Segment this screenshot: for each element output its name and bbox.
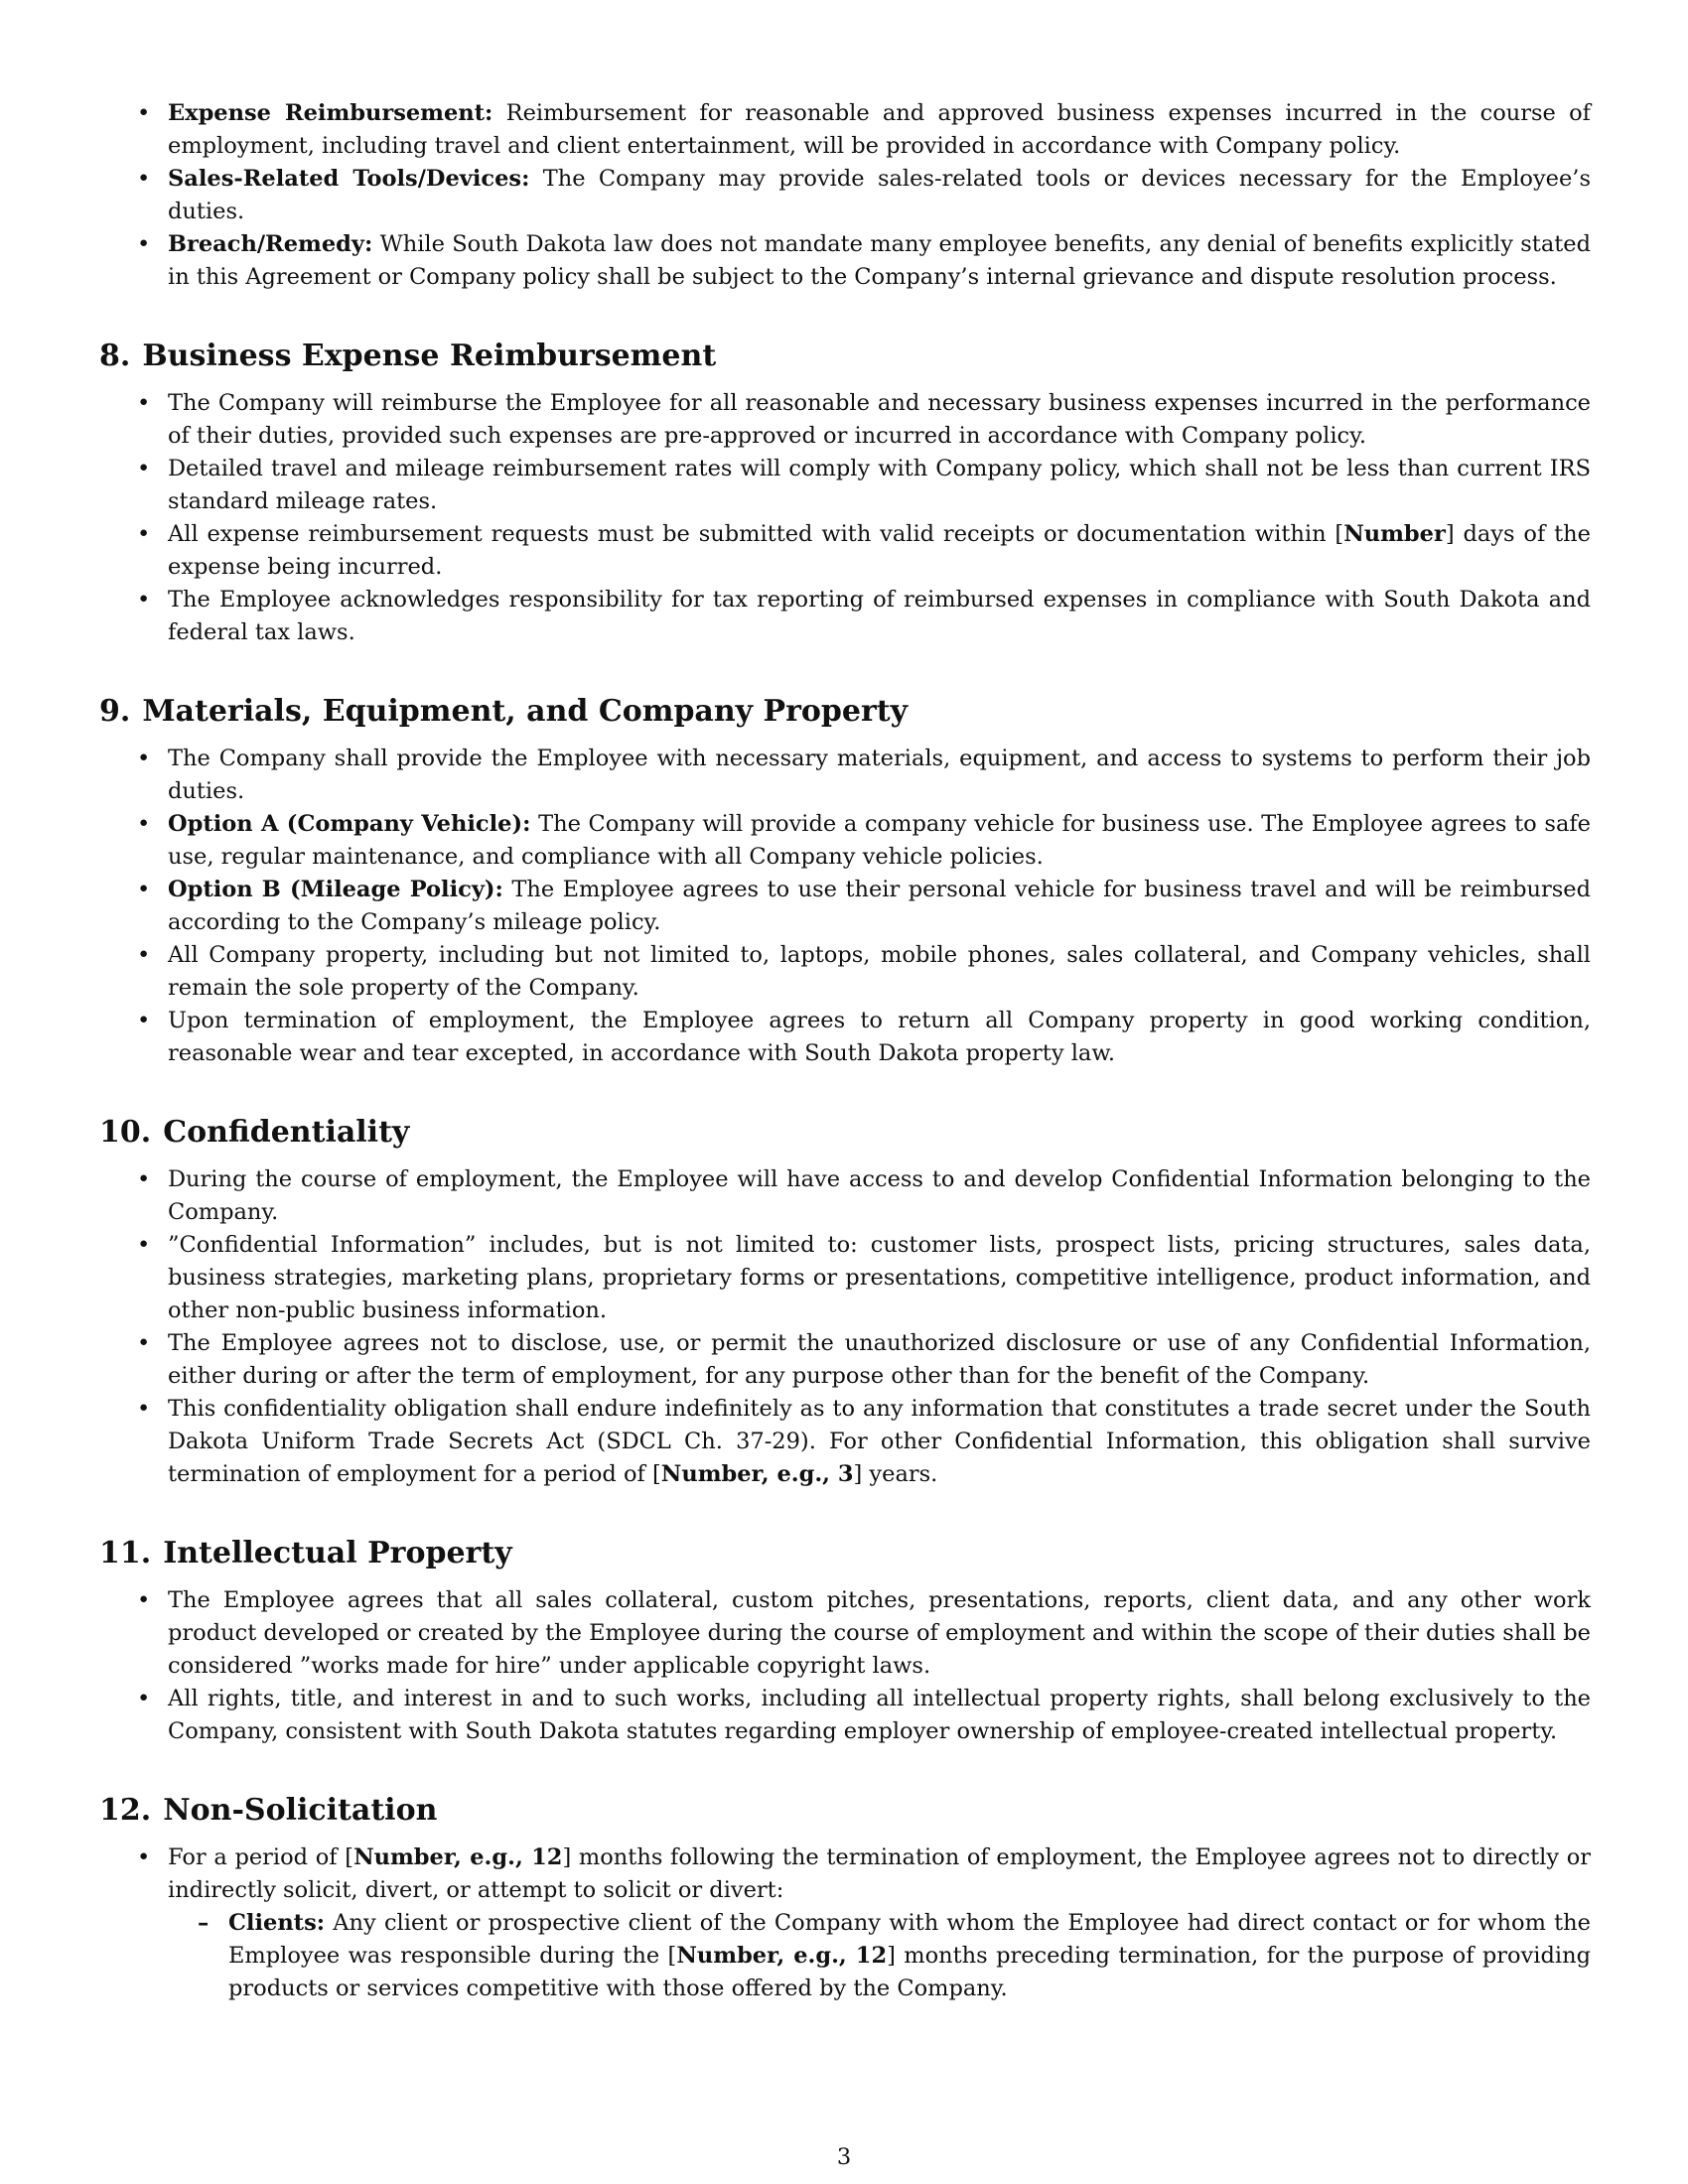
- item-text: The Employee agrees to use their personal vehicle for business travel and will be reimbursed according to the Company’s mileage policy.: [168, 877, 1591, 935]
- item-text: Any client or prospective client of the Company with whom the Employee had direct contact or for whom the Employee was responsible during the [: [228, 1910, 1591, 1969]
- list-item: • All rights, title, and interest in and to such works, including all intellectual property rights, shall belong exclusively to the Company, consistent with South Dakota statutes regarding employer ownership of employee-created intellectual property.: [99, 1683, 1591, 1748]
- list-item: • Upon termination of employment, the Employee agrees to return all Company property in good working condition, reasonable wear and tear excepted, in accordance with South Dakota property law.: [99, 1005, 1591, 1070]
- section-heading-8: [99, 337, 1591, 376]
- section-12-list: [99, 1842, 1591, 2005]
- section-title: Intellectual Property: [163, 1536, 512, 1570]
- section-11-list: [99, 1584, 1591, 1748]
- list-item: [99, 163, 1591, 228]
- list-item: [99, 1393, 1591, 1491]
- placeholder-number: Number: [1343, 521, 1446, 547]
- section-number: 11.: [99, 1536, 152, 1570]
- list-item: • The Company shall provide the Employee with necessary materials, equipment, and access to systems to perform their job duties.: [99, 743, 1591, 808]
- section-heading-9: [99, 692, 1591, 732]
- list-item: [99, 228, 1591, 294]
- list-item: [99, 874, 1591, 939]
- item-text: ] years.: [853, 1461, 938, 1487]
- section-10-list: [99, 1163, 1591, 1491]
- section-title: Business Expense Reimbursement: [142, 339, 717, 373]
- list-item: [99, 808, 1591, 874]
- section-number: 12.: [99, 1793, 152, 1828]
- section-9-list: [99, 743, 1591, 1070]
- section-title: Non-Solicitation: [163, 1793, 438, 1828]
- section-heading-11: [99, 1534, 1591, 1573]
- document-page: [99, 97, 1591, 2005]
- section-title: Materials, Equipment, and Company Property: [142, 694, 909, 729]
- item-label: Breach/Remedy:: [168, 231, 373, 257]
- list-item: • The Employee agrees that all sales collateral, custom pitches, presentations, reports, client data, and any other work product developed or created by the Employee during the course of employment and within the scope of their duties shall be considered ”works made for hire” under applicable copyright laws.: [99, 1584, 1591, 1683]
- item-text: All expense reimbursement requests must be submitted with valid receipts or documentation within [: [168, 521, 1344, 547]
- section-heading-12: [99, 1791, 1591, 1831]
- item-label: Option A (Company Vehicle):: [168, 811, 531, 837]
- sub-list: [168, 1907, 1591, 2005]
- section-number: 10.: [99, 1115, 152, 1150]
- sub-list-item: [168, 1907, 1591, 2005]
- item-label: Sales-Related Tools/Devices:: [168, 166, 530, 192]
- item-text: For a period of [: [168, 1844, 354, 1870]
- placeholder-number: Number, e.g., 12: [676, 1943, 888, 1969]
- page-number: 3: [836, 2144, 852, 2170]
- list-item: • All Company property, including but not limited to, laptops, mobile phones, sales collateral, and Company vehicles, shall remain the sole property of the Company.: [99, 939, 1591, 1005]
- item-text: The Company may provide sales-related tools or devices necessary for the Employee’s duties.: [168, 166, 1591, 224]
- item-text: Reimbursement for reasonable and approved business expenses incurred in the course of employment, including travel and client entertainment, will be provided in accordance with Company policy.: [168, 100, 1592, 159]
- list-item: [99, 518, 1591, 584]
- list-item: • ”Confidential Information” includes, but is not limited to: customer lists, prospect lists, pricing structures, sales data, business strategies, marketing plans, proprietary forms or presentations, competitive intelligence, product information, and other non-public business information.: [99, 1229, 1591, 1327]
- list-item: • The Company will reimburse the Employee for all reasonable and necessary business expenses incurred in the performance of their duties, provided such expenses are pre-approved or incurred in accordance with Company policy.: [99, 387, 1591, 453]
- item-text: This confidentiality obligation shall endure indefinitely as to any information that constitutes a trade secret under the South Dakota Uniform Trade Secrets Act (SDCL Ch. 37-29). For other Confidential Information, this obligation shall survive termination of employment for a period of [: [168, 1396, 1591, 1487]
- item-text: While South Dakota law does not mandate many employee benefits, any denial of benefits explicitly stated in this Agreement or Company policy shall be subject to the Company’s internal grievance and dispute resolution process.: [168, 231, 1591, 290]
- placeholder-number: Number, e.g., 12: [353, 1844, 563, 1870]
- list-item: • The Employee acknowledges responsibility for tax reporting of reimbursed expenses in compliance with South Dakota and federal tax laws.: [99, 584, 1591, 649]
- item-text: ] months following the termination of employment, the Employee agrees not to directly or indirectly solicit, divert, or attempt to solicit or divert:: [168, 1844, 1592, 1903]
- section-heading-10: [99, 1113, 1591, 1153]
- item-label: Option B (Mileage Policy):: [168, 877, 503, 902]
- benefits-list: [99, 97, 1591, 294]
- section-8-list: [99, 387, 1591, 649]
- placeholder-number: Number, e.g., 3: [660, 1461, 854, 1487]
- list-item: • Detailed travel and mileage reimbursement rates will comply with Company policy, which shall not be less than current IRS standard mileage rates.: [99, 453, 1591, 518]
- item-label: Clients:: [228, 1910, 326, 1936]
- section-number: 8.: [99, 339, 131, 373]
- section-number: 9.: [99, 694, 131, 729]
- item-label: Expense Reimbursement:: [168, 100, 493, 126]
- section-title: Confidentiality: [163, 1115, 410, 1150]
- item-text: ] days of the expense being incurred.: [168, 521, 1591, 580]
- list-item: [99, 97, 1591, 163]
- list-item: • The Employee agrees not to disclose, use, or permit the unauthorized disclosure or use of any Confidential Information, either during or after the term of employment, for any purpose other than for the benefit of the Company.: [99, 1327, 1591, 1393]
- list-item: • During the course of employment, the Employee will have access to and develop Confidential Information belonging to the Company.: [99, 1163, 1591, 1229]
- list-item: [99, 1842, 1591, 2005]
- item-text: ] months preceding termination, for the purpose of providing products or services competitive with those offered by the Company.: [228, 1943, 1591, 2001]
- item-text: The Company will provide a company vehicle for business use. The Employee agrees to safe use, regular maintenance, and compliance with all Company vehicle policies.: [168, 811, 1591, 870]
